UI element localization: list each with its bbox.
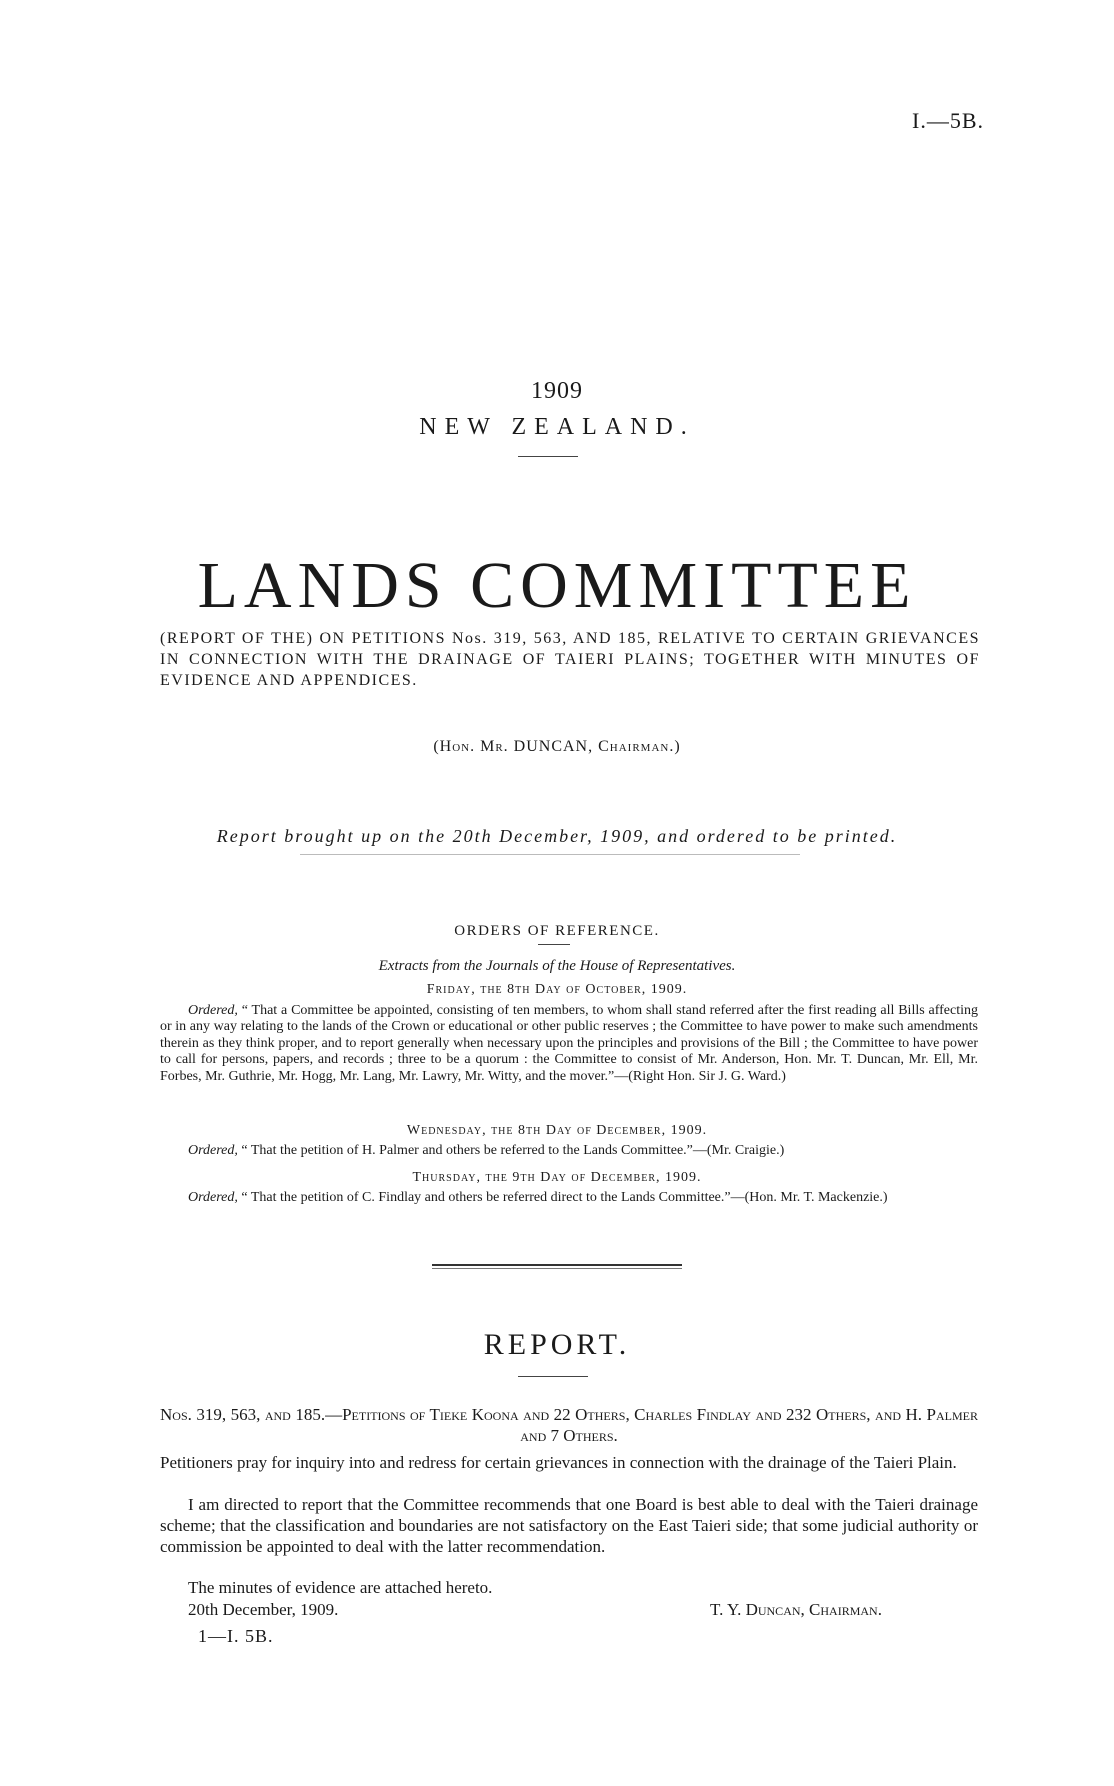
order-text: “ That the petition of H. Palmer and others be referred to the Lands Committee.”—(Mr. Craigie.) [241,1143,785,1158]
signature: T. Y. Duncan, Chairman. [710,1600,882,1619]
document-subtitle: (REPORT OF THE) ON PETITIONS Nos. 319, 563, AND 185, RELATIVE TO CERTAIN GRIEVANCES IN CONNECTION WITH THE DRAINAGE OF TAIERI PLAINS; TOGETHER WITH MINUTES OF EVIDENCE AND APPENDICES. [160,630,980,689]
report-heading: REPORT. [483,1328,631,1361]
ordered-label: Ordered, [188,1143,238,1158]
divider [518,456,578,457]
petition-heading: Nos. 319, 563, and 185.—Petitions of Tieke Koona and 22 Others, Charles Findlay and 232 Others, and H. Palmer and 7 Others. [160,1405,978,1445]
year: 1909 [531,378,583,404]
document-title: LANDS COMMITTEE [197,549,917,622]
divider [518,1376,588,1377]
brought-up-line: Report brought up on the 20th December, 1909, and ordered to be printed. [216,826,898,846]
divider [300,854,800,855]
report-paragraph: I am directed to report that the Committee recommends that one Board is best able to deal with the Taieri drainage scheme; that the classification and boundaries are not satisfactory on the East Taieri side; that some judicial authority or commission be appointed to deal with the latter recommendation. [160,1495,978,1556]
divider [432,1268,682,1269]
order-entry [160,1143,978,1159]
ordered-label: Ordered, [188,1003,238,1018]
ordered-label: Ordered, [188,1190,238,1205]
chairman-line: (Hon. Mr. DUNCAN, Chairman.) [433,738,681,755]
footer-reference: 1—I. 5B. [198,1626,274,1646]
order-entry [160,1003,978,1085]
divider [432,1264,682,1266]
order-date: Wednesday, the 8th Day of December, 1909. [406,1123,708,1138]
report-paragraph: The minutes of evidence are attached hereto. [188,1578,493,1597]
order-text: “ That a Committee be appointed, consisting of ten members, to whom shall stand referred after the first reading all Bills affecting or in any way relating to the lands of the Crown or educational or other public reserves ; the Committee to have power to make such amendments therein as they think proper, and to report generally when necessary upon the principles and provisions of the Bill ; the Committee to have power to call for persons, papers, and records ; three to be a quorum : the Committee to consist of Mr. Anderson, Hon. Mr. T. Duncan, Mr. Ell, Mr. Forbes, Mr. Guthrie, Mr. Hogg, Mr. Lang, Mr. Lawry, Mr. Witty, and the mover.”—(Right Hon. Sir J. G. Ward.) [160,1003,979,1084]
divider [538,944,570,945]
order-date: Friday, the 8th Day of October, 1909. [426,982,688,997]
extracts-line: Extracts from the Journals of the House of Representatives. [378,958,736,974]
order-entry [160,1190,978,1206]
country-heading: NEW ZEALAND. [419,414,695,440]
report-paragraph: Petitioners pray for inquiry into and redress for certain grievances in connection with the drainage of the Taieri Plain. [160,1453,957,1472]
report-date: 20th December, 1909. [188,1600,339,1619]
order-date: Thursday, the 9th Day of December, 1909. [412,1170,702,1185]
page-reference: I.—5B. [912,108,984,133]
order-text: “ That the petition of C. Findlay and others be referred direct to the Lands Committee.”—(Hon. Mr. T. Mackenzie.) [241,1190,888,1205]
orders-heading: ORDERS OF REFERENCE. [454,923,660,939]
